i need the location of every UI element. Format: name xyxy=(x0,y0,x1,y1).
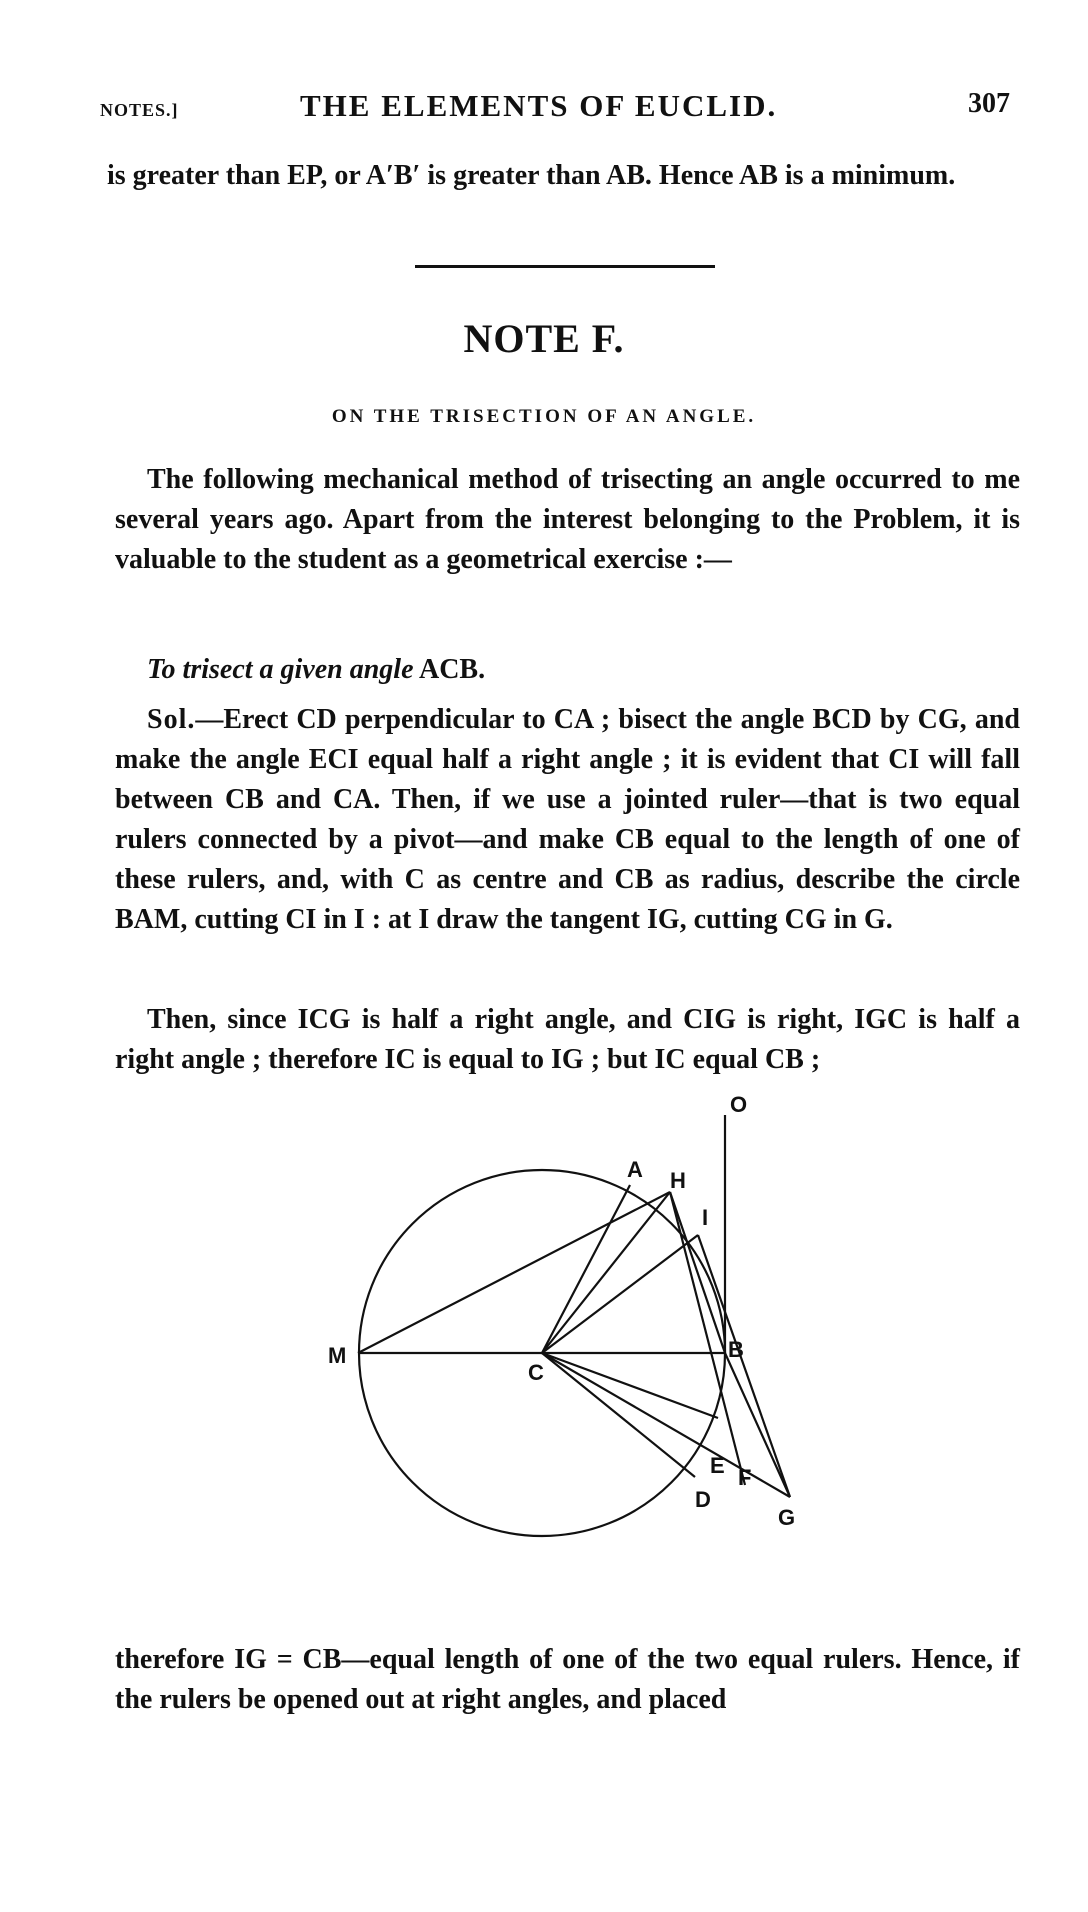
label-m: M xyxy=(328,1343,347,1368)
solution-paragraph xyxy=(115,700,1020,940)
line-cg xyxy=(542,1353,790,1497)
label-g: G xyxy=(778,1505,796,1530)
line-ci xyxy=(542,1235,698,1353)
line-ce xyxy=(542,1353,718,1418)
paragraph-therefore: therefore IG = CB—equal length of one of the two equal rulers. Hence, if the rulers be opened out at right angles, and placed xyxy=(115,1644,1020,1715)
section-divider xyxy=(415,265,715,268)
label-a: A xyxy=(627,1157,643,1182)
label-c: C xyxy=(528,1360,544,1385)
header-book-title: THE ELEMENTS OF EUCLID. xyxy=(300,88,778,123)
line-ch xyxy=(542,1192,670,1353)
figure-svg xyxy=(270,1092,870,1635)
task-statement xyxy=(147,650,1007,690)
paragraph-then: Then, since ICG is half a right angle, and CIG is right, IGC is half a right angle ; therefore IC is equal to IG ; but IC equal CB ; xyxy=(115,1004,1020,1075)
line-ca xyxy=(542,1185,630,1353)
label-i: I xyxy=(702,1205,709,1230)
note-subtitle: ON THE TRISECTION OF AN ANGLE. xyxy=(331,406,757,427)
task-italic: To trisect a given angle xyxy=(147,654,414,685)
header-section-label: NOTES.] xyxy=(100,100,179,120)
task-plain: ACB. xyxy=(413,654,486,685)
intro-paragraph: is greater than EP, or A′B′ is greater than AB. Hence AB is a minimum. xyxy=(107,160,956,191)
label-f: F xyxy=(738,1465,752,1490)
solution-label: Sol. xyxy=(147,704,196,735)
paragraph-following: The following mechanical method of trisecting an angle occurred to me several years ago. Apart from the interest belonging to the Problem, it is valuable to the student as a geometrical exercise :— xyxy=(115,464,1020,575)
line-bg xyxy=(725,1353,790,1497)
label-e: E xyxy=(710,1453,725,1478)
label-b: B xyxy=(728,1337,744,1362)
solution-text: —Erect CD perpendicular to CA ; bisect the angle BCD by CG, and make the angle ECI equal half a right angle ; it is evident that CI will fall between CB and CA. Then, if we use a jointed ruler—that is two equal rulers connected by a pivot—and make CB equal to the length of one of these rulers, and, with C as centre and CB as radius, describe the circle BAM, cutting CI in I : at I draw the tangent IG, cutting CG in G. xyxy=(115,704,1020,935)
label-o: O xyxy=(730,1092,748,1117)
label-d: D xyxy=(695,1487,711,1512)
line-hb xyxy=(670,1192,725,1353)
label-h: H xyxy=(670,1168,686,1193)
note-heading: NOTE F. xyxy=(463,316,625,361)
page-number: 307 xyxy=(968,88,1010,119)
running-header xyxy=(100,86,1010,126)
line-mh xyxy=(358,1192,670,1353)
line-cd xyxy=(542,1353,695,1477)
trisection-figure xyxy=(270,1092,870,1635)
